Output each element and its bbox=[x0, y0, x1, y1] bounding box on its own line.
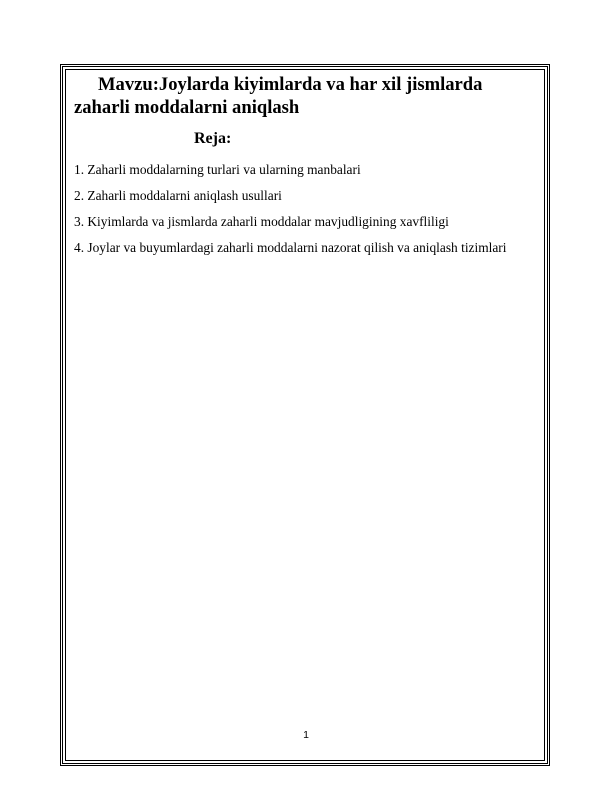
plan-heading: Reja: bbox=[194, 130, 232, 147]
plan-item: 4. Joylar va buyumlardagi zaharli moddalarni nazorat qilish va aniqlash tizimlari bbox=[74, 240, 507, 255]
plan-item: 3. Kiyimlarda va jismlarda zaharli moddalar mavjudligining xavfliligi bbox=[74, 214, 449, 229]
page-number: 1 bbox=[303, 729, 309, 741]
plan-list bbox=[74, 161, 544, 265]
document-title: Mavzu:Joylarda kiyimlarda va har xil jismlarda zaharli moddalarni aniqlash bbox=[74, 74, 483, 118]
plan-item: 2. Zaharli moddalarni aniqlash usullari bbox=[74, 188, 282, 203]
plan-item: 1. Zaharli moddalarning turlari va ularning manbalari bbox=[74, 162, 361, 177]
